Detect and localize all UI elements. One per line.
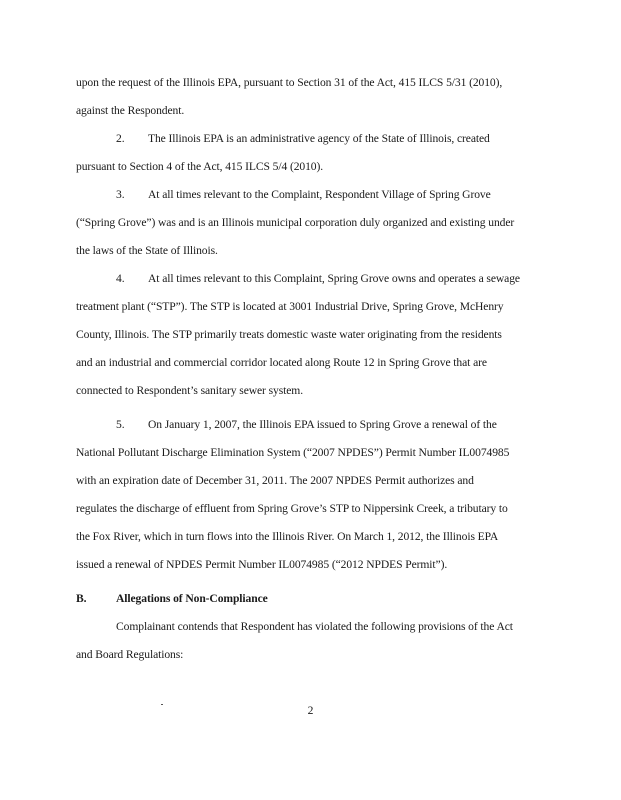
text-line: On January 1, 2007, the Illinois EPA issued to Spring Grove a renewal of the <box>148 418 497 431</box>
text-line: and Board Regulations: <box>76 648 184 661</box>
text-line: the laws of the State of Illinois. <box>76 244 218 257</box>
text-line: The Illinois EPA is an administrative agency of the State of Illinois, created <box>148 132 490 145</box>
text-line: upon the request of the Illinois EPA, pursuant to Section 31 of the Act, 415 ILCS 5/31 (2010), <box>76 76 503 89</box>
page-number: 2 <box>307 704 314 717</box>
text-line: County, Illinois. The STP primarily treats domestic waste water originating from the residents <box>76 328 502 341</box>
text-line: National Pollutant Discharge Elimination System (“2007 NPDES”) Permit Number IL0074985 <box>76 446 510 459</box>
text-line: treatment plant (“STP”). The STP is located at 3001 Industrial Drive, Spring Grove, McHenry <box>76 300 504 313</box>
text-line: (“Spring Grove”) was and is an Illinois municipal corporation duly organized and existing under <box>76 216 515 229</box>
text-line: At all times relevant to this Complaint, Spring Grove owns and operates a sewage <box>148 272 520 285</box>
paragraph-number: 3. <box>116 188 125 201</box>
text-line: with an expiration date of December 31, 2011. The 2007 NPDES Permit authorizes and <box>76 474 474 487</box>
text-line: pursuant to Section 4 of the Act, 415 ILCS 5/4 (2010). <box>76 160 324 173</box>
text-line: issued a renewal of NPDES Permit Number IL0074985 (“2012 NPDES Permit”). <box>76 558 448 571</box>
text-line: regulates the discharge of effluent from Spring Grove’s STP to Nippersink Creek, a tributary to <box>76 502 508 515</box>
section-letter: B. <box>76 592 87 605</box>
paragraph-number: 4. <box>116 272 125 285</box>
text-line: the Fox River, which in turn flows into the Illinois River. On March 1, 2012, the Illinois EPA <box>76 530 499 543</box>
text-line: connected to Respondent’s sanitary sewer system. <box>76 384 304 397</box>
text-line: against the Respondent. <box>76 104 185 117</box>
text-line: At all times relevant to the Complaint, Respondent Village of Spring Grove <box>148 188 491 201</box>
section-heading: Allegations of Non-Compliance <box>116 592 268 605</box>
text-line: and an industrial and commercial corridor located along Route 12 in Spring Grove that are <box>76 356 487 369</box>
paragraph-number: 5. <box>116 418 125 431</box>
text-line: Complainant contends that Respondent has violated the following provisions of the Act <box>116 620 513 633</box>
paragraph-number: 2. <box>116 132 125 145</box>
